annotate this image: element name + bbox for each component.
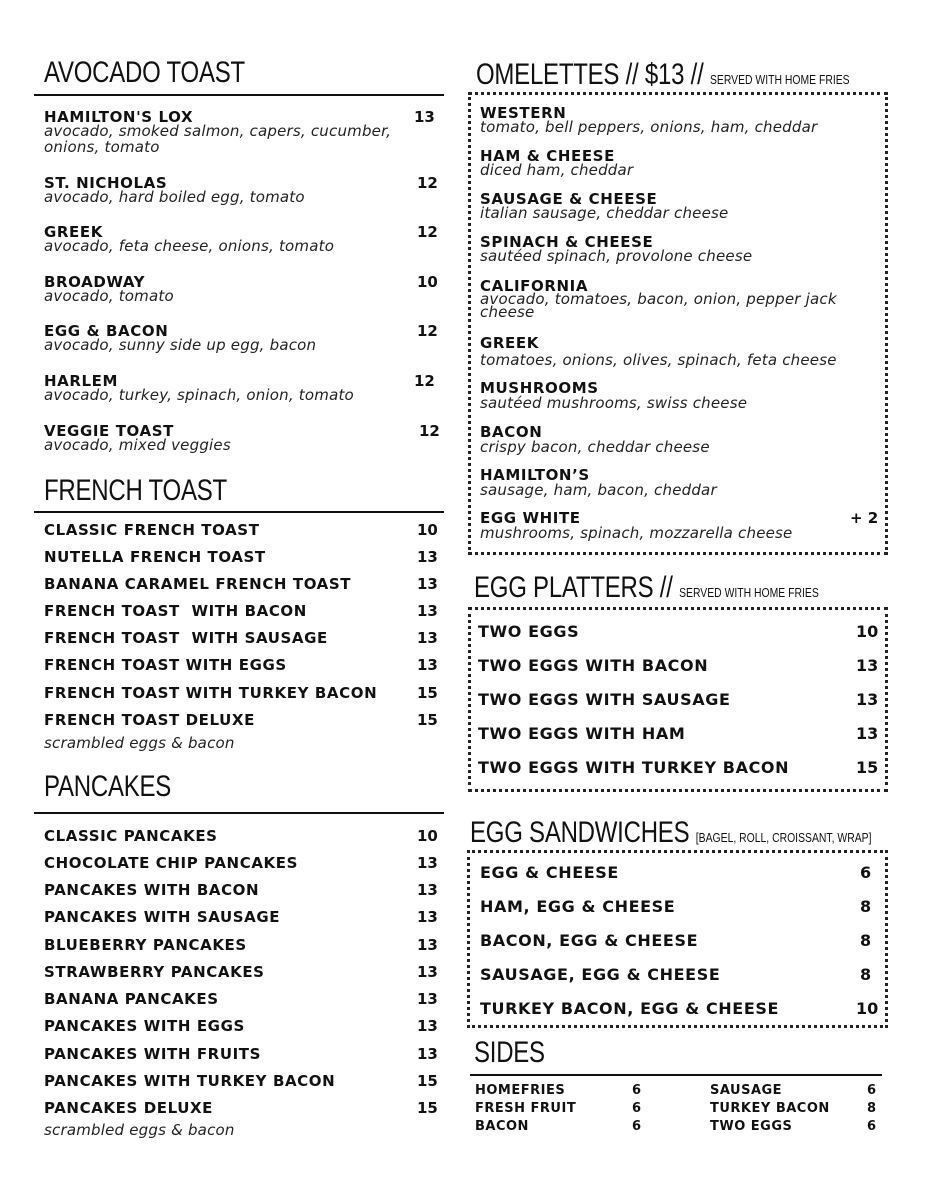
side-item (475, 1119, 529, 1134)
item-name: TURKEY BACON, EGG & CHEESE (480, 999, 780, 1018)
item-name: HARLEM (44, 372, 119, 390)
item-price: 10 (856, 622, 879, 641)
item-price: 10 (856, 999, 879, 1018)
item-name: PANCAKES WITH TURKEY BACON (44, 1072, 336, 1090)
item-name: BANANA PANCAKES (44, 990, 219, 1008)
item-name: GREEK (44, 223, 103, 241)
side-price: 6 (867, 1083, 877, 1098)
item-price: 6 (860, 863, 872, 882)
side-name: SAUSAGE (710, 1083, 783, 1098)
item-name: EGG & CHEESE (480, 863, 619, 882)
item-name: TWO EGGS WITH TURKEY BACON (478, 758, 790, 777)
item-price: 10 (417, 273, 438, 291)
item-name: SPINACH & CHEESE (480, 233, 654, 251)
item-price: 13 (417, 1017, 438, 1035)
item-description: tomatoes, onions, olives, spinach, feta cheese (480, 351, 837, 369)
sides-rule (470, 1074, 882, 1076)
item-name: TWO EGGS (478, 622, 580, 641)
side-name: TWO EGGS (710, 1119, 793, 1134)
item-name: BACON, EGG & CHEESE (480, 931, 699, 950)
item-name: BLUEBERRY PANCAKES (44, 936, 247, 954)
side-item (475, 1083, 565, 1098)
side-price: 6 (867, 1119, 877, 1134)
item-description: scrambled eggs & bacon (44, 734, 235, 752)
item-name: PANCAKES DELUXE (44, 1099, 214, 1117)
side-item (710, 1083, 782, 1098)
item-name: BANANA CARAMEL FRENCH TOAST (44, 575, 352, 593)
item-name: GREEK (480, 334, 539, 352)
item-name: WESTERN (480, 104, 567, 122)
item-price: 13 (417, 936, 438, 954)
item-description: avocado, sunny side up egg, bacon (44, 336, 317, 354)
item-description: mushrooms, spinach, mozzarella cheese (480, 524, 793, 542)
item-price: 13 (856, 724, 879, 743)
item-name: MUSHROOMS (480, 379, 599, 397)
item-name: FRENCH TOAST DELUXE (44, 711, 255, 729)
item-name: EGG & BACON (44, 322, 169, 340)
item-description: sausage, ham, bacon, cheddar (480, 481, 717, 499)
item-price: 12 (419, 422, 440, 440)
side-price: 6 (632, 1083, 642, 1098)
french-toast-heading (44, 474, 227, 508)
item-price: 13 (417, 656, 438, 674)
item-name: TWO EGGS WITH SAUSAGE (478, 690, 731, 709)
item-name: HAMILTON'S LOX (44, 108, 194, 126)
item-name: CALIFORNIA (480, 277, 589, 295)
item-price: 13 (417, 963, 438, 981)
item-price: 13 (856, 690, 879, 709)
item-description: diced ham, cheddar (480, 161, 634, 179)
item-name: FRENCH TOAST WITH BACON (44, 602, 307, 620)
item-price: 8 (860, 931, 872, 950)
item-description: avocado, turkey, spinach, onion, tomato (44, 386, 354, 404)
side-name: TURKEY BACON (710, 1101, 830, 1116)
item-name: CLASSIC PANCAKES (44, 827, 218, 845)
pancakes-heading (44, 770, 171, 804)
french-toast-title: FRENCH TOAST (44, 474, 227, 507)
item-price: 13 (417, 908, 438, 926)
item-description: avocado, mixed veggies (44, 436, 231, 454)
sides-heading (474, 1036, 545, 1070)
item-description: avocado, feta cheese, onions, tomato (44, 237, 335, 255)
item-price: 12 (414, 372, 435, 390)
item-price: 15 (856, 758, 879, 777)
item-name: FRENCH TOAST WITH SAUSAGE (44, 629, 328, 647)
item-name: STRAWBERRY PANCAKES (44, 963, 265, 981)
item-name: PANCAKES WITH BACON (44, 881, 260, 899)
item-price: + 2 (850, 509, 879, 527)
side-item (710, 1101, 830, 1116)
item-price: 13 (417, 548, 438, 566)
item-price: 12 (417, 174, 438, 192)
item-name: NUTELLA FRENCH TOAST (44, 548, 266, 566)
item-price: 13 (417, 1045, 438, 1063)
item-name: PANCAKES WITH SAUSAGE (44, 908, 281, 926)
item-name: HAM & CHEESE (480, 147, 615, 165)
side-price: 8 (867, 1101, 877, 1116)
item-price: 13 (417, 990, 438, 1008)
egg-platters-subtitle: SERVED WITH HOME FRIES (679, 585, 819, 600)
item-description: scrambled eggs & bacon (44, 1121, 235, 1139)
item-description: crispy bacon, cheddar cheese (480, 438, 710, 456)
item-description: sautéed mushrooms, swiss cheese (480, 394, 748, 412)
side-name: HOMEFRIES (475, 1083, 566, 1098)
item-price: 15 (417, 711, 438, 729)
item-name: SAUSAGE, EGG & CHEESE (480, 965, 721, 984)
item-name: TWO EGGS WITH HAM (478, 724, 686, 743)
omelettes-heading (476, 58, 850, 92)
item-description: sautéed spinach, provolone cheese (480, 247, 753, 265)
french-toast-rule (34, 511, 444, 513)
item-price: 8 (860, 897, 872, 916)
item-name: VEGGIE TOAST (44, 422, 174, 440)
item-price: 15 (417, 1099, 438, 1117)
item-price: 10 (417, 521, 438, 539)
item-name: CLASSIC FRENCH TOAST (44, 521, 260, 539)
side-price: 6 (632, 1119, 642, 1134)
side-name: FRESH FRUIT (475, 1101, 577, 1116)
item-price: 13 (417, 881, 438, 899)
item-name: BACON (480, 423, 543, 441)
item-name: HAM, EGG & CHEESE (480, 897, 676, 916)
item-description: tomato, bell peppers, onions, ham, cheddar (480, 118, 818, 136)
item-name: SAUSAGE & CHEESE (480, 190, 658, 208)
item-price: 13 (417, 629, 438, 647)
side-item (710, 1119, 792, 1134)
omelettes-title: OMELETTES // $13 // (476, 58, 704, 91)
egg-sandwiches-heading (470, 816, 871, 850)
item-description: avocado, smoked salmon, capers, cucumber, onions, tomato (44, 122, 392, 156)
item-name: BROADWAY (44, 273, 146, 291)
item-name: EGG WHITE (480, 509, 581, 527)
item-price: 15 (417, 1072, 438, 1090)
item-name: ST. NICHOLAS (44, 174, 168, 192)
pancakes-title: PANCAKES (44, 770, 172, 803)
item-description: avocado, tomato (44, 287, 174, 305)
item-price: 13 (414, 108, 435, 126)
item-description: avocado, tomatoes, bacon, onion, pepper jack cheese (480, 290, 837, 321)
omelettes-subtitle: SERVED WITH HOME FRIES (709, 72, 850, 87)
item-name: CHOCOLATE CHIP PANCAKES (44, 854, 299, 872)
item-price: 13 (417, 854, 438, 872)
item-description: avocado, hard boiled egg, tomato (44, 188, 305, 206)
egg-sandwiches-subtitle: [BAGEL, ROLL, CROISSANT, WRAP] (695, 830, 872, 845)
item-price: 10 (417, 827, 438, 845)
side-price: 6 (632, 1101, 642, 1116)
item-price: 13 (417, 602, 438, 620)
item-price: 13 (856, 656, 879, 675)
pancakes-rule (34, 812, 444, 814)
item-price: 12 (417, 322, 438, 340)
item-price: 8 (860, 965, 872, 984)
item-name: HAMILTON’S (480, 466, 590, 484)
item-name: FRENCH TOAST WITH TURKEY BACON (44, 684, 378, 702)
egg-platters-heading (474, 571, 819, 605)
avocado-toast-heading (44, 56, 245, 90)
avocado-toast-rule (34, 94, 444, 96)
item-description: italian sausage, cheddar cheese (480, 204, 729, 222)
avocado-toast-title: AVOCADO TOAST (44, 56, 245, 89)
sides-title: SIDES (474, 1036, 545, 1069)
item-price: 12 (417, 223, 438, 241)
egg-platters-title: EGG PLATTERS // (474, 571, 673, 604)
side-item (475, 1101, 576, 1116)
item-name: FRENCH TOAST WITH EGGS (44, 656, 287, 674)
item-name: PANCAKES WITH EGGS (44, 1017, 245, 1035)
egg-sandwiches-title: EGG SANDWICHES (470, 816, 690, 849)
item-name: TWO EGGS WITH BACON (478, 656, 709, 675)
item-price: 13 (417, 575, 438, 593)
item-name: PANCAKES WITH FRUITS (44, 1045, 262, 1063)
side-name: BACON (475, 1119, 529, 1134)
item-price: 15 (417, 684, 438, 702)
